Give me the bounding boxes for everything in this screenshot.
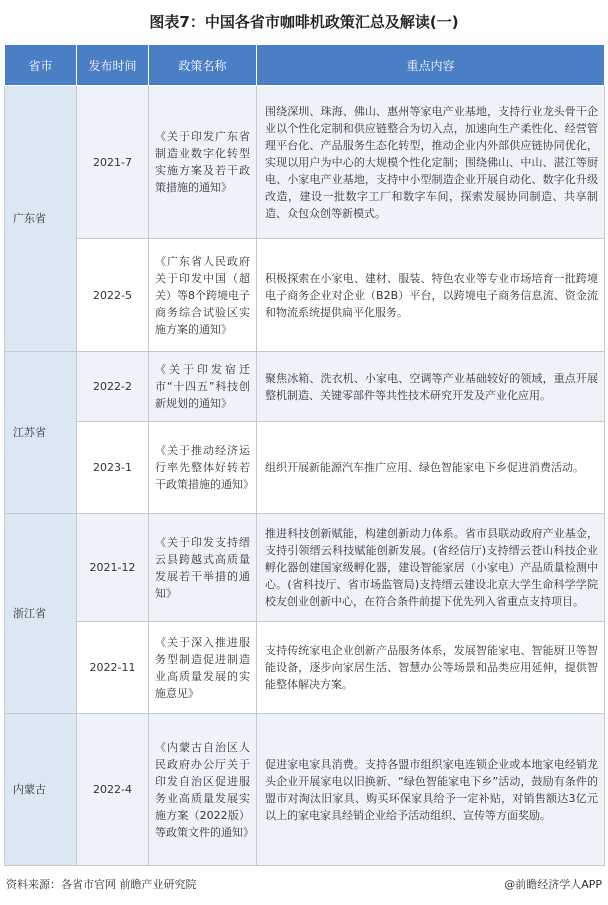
province-cell: 浙江省 [5, 514, 77, 714]
content-cell: 围绕深圳、珠海、佛山、惠州等家电产业基地，支持行业龙头骨干企业以个性化定制和供应链整合为切入点，加速向生产柔性化、经营管理平台化、产品服务生态化转型，推动企业内外部供应链协同优化，实现以用户为中心的大规模个性化定制；围绕佛山、中山、湛江等厨电、小家电产业基地，支持中小型制造企业开展自动化、数字化升级改造，建设一批数字工厂和数字车间，探索发展协同制造、共享制造、众包众创等新模式。 [257, 86, 605, 239]
policy-name-cell: 《关于印发支持缙云县跨越式高质量发展若干举措的通知》 [149, 514, 257, 622]
content-cell: 积极探索在小家电、建材、服装、特色农业等专业市场培育一批跨境电子商务企业对企业（B2B）平台，以跨境电子商务信息流、资金流和物流系统提供扁平化服务。 [257, 239, 605, 352]
date-cell: 2022-4 [77, 714, 149, 866]
content-cell: 促进家电家具消费。支持各盟市组织家电连锁企业或本地家电经销龙头企业开展家电以旧换新、“绿色智能家电下乡”活动，鼓励有条件的盟市对淘汰旧家具、购买环保家具给予一定补贴，对销售额达3亿元以上的家电家具经销企业给予活动组织、宣传等方面奖励。 [257, 714, 605, 866]
content-cell: 推进科技创新赋能，构建创新动力体系。省市县联动政府产业基金，支持引领缙云科技赋能创新发展。(省经信厅)支持缙云苍山科技企业孵化器创建国家级孵化器，建设智能家居（小家电）产品质量检测中心。(省科技厅、省市场监管局)支持缙云建设北京大学生命科学学院校友创业创新中心，在符合条件前提下优先列入省重点支持项目。 [257, 514, 605, 622]
table-row [5, 239, 605, 352]
header-content: 重点内容 [257, 45, 605, 86]
content-cell: 组织开展新能源汽车推广应用、绿色智能家电下乡促进消费活动。 [257, 422, 605, 514]
source-note: 资料来源：各省市官网 前瞻产业研究院 [6, 878, 197, 891]
policy-name-cell: 《关于印发宿迁市“十四五”科技创新规划的通知》 [149, 352, 257, 422]
table-row [5, 86, 605, 239]
date-cell: 2023-1 [77, 422, 149, 514]
header-province: 省市 [5, 45, 77, 86]
table-row [5, 352, 605, 422]
table-row [5, 422, 605, 514]
table-row [5, 714, 605, 866]
content-cell: 支持传统家电企业创新产品服务体系，发展智能家电、智能厨卫等智能设备，逐步向家居生活、智慧办公等场景和品类应用延伸，提供智能整体解决方案。 [257, 622, 605, 714]
chart-title: 图表7：中国各省市咖啡机政策汇总及解读(一) [149, 12, 459, 31]
policy-name-cell: 《关于深入推进服务型制造促进制造业高质量发展的实施意见》 [149, 622, 257, 714]
date-cell: 2022-5 [77, 239, 149, 352]
header-date: 发布时间 [77, 45, 149, 86]
date-cell: 2022-11 [77, 622, 149, 714]
province-cell: 内蒙古 [5, 714, 77, 866]
policy-name-cell: 《内蒙古自治区人民政府办公厅关于印发自治区促进服务业高质量发展实施方案（2022版）等政策文件的通知》 [149, 714, 257, 866]
table-row [5, 622, 605, 714]
header-policy-name: 政策名称 [149, 45, 257, 86]
policy-name-cell: 《关于推动经济运行率先整体好转若干政策措施的通知》 [149, 422, 257, 514]
content-cell: 聚焦冰箱、洗衣机、小家电、空调等产业基础较好的领域，重点开展整机制造、关键零部件等共性技术研究开发及产业化应用。 [257, 352, 605, 422]
policy-name-cell: 《广东省人民政府关于印发中国（超关）等8个跨境电子商务综合试验区实施方案的通知》 [149, 239, 257, 352]
date-cell: 2021-12 [77, 514, 149, 622]
table-row [5, 514, 605, 622]
date-cell: 2021-7 [77, 86, 149, 239]
policy-table [4, 44, 605, 866]
brand-credit: @前瞻经济学人APP [504, 878, 602, 891]
policy-name-cell: 《关于印发广东省制造业数字化转型实施方案及若干政策措施的通知》 [149, 86, 257, 239]
province-cell: 江苏省 [5, 352, 77, 514]
table-header-row [5, 45, 605, 86]
date-cell: 2022-2 [77, 352, 149, 422]
province-cell: 广东省 [5, 86, 77, 352]
